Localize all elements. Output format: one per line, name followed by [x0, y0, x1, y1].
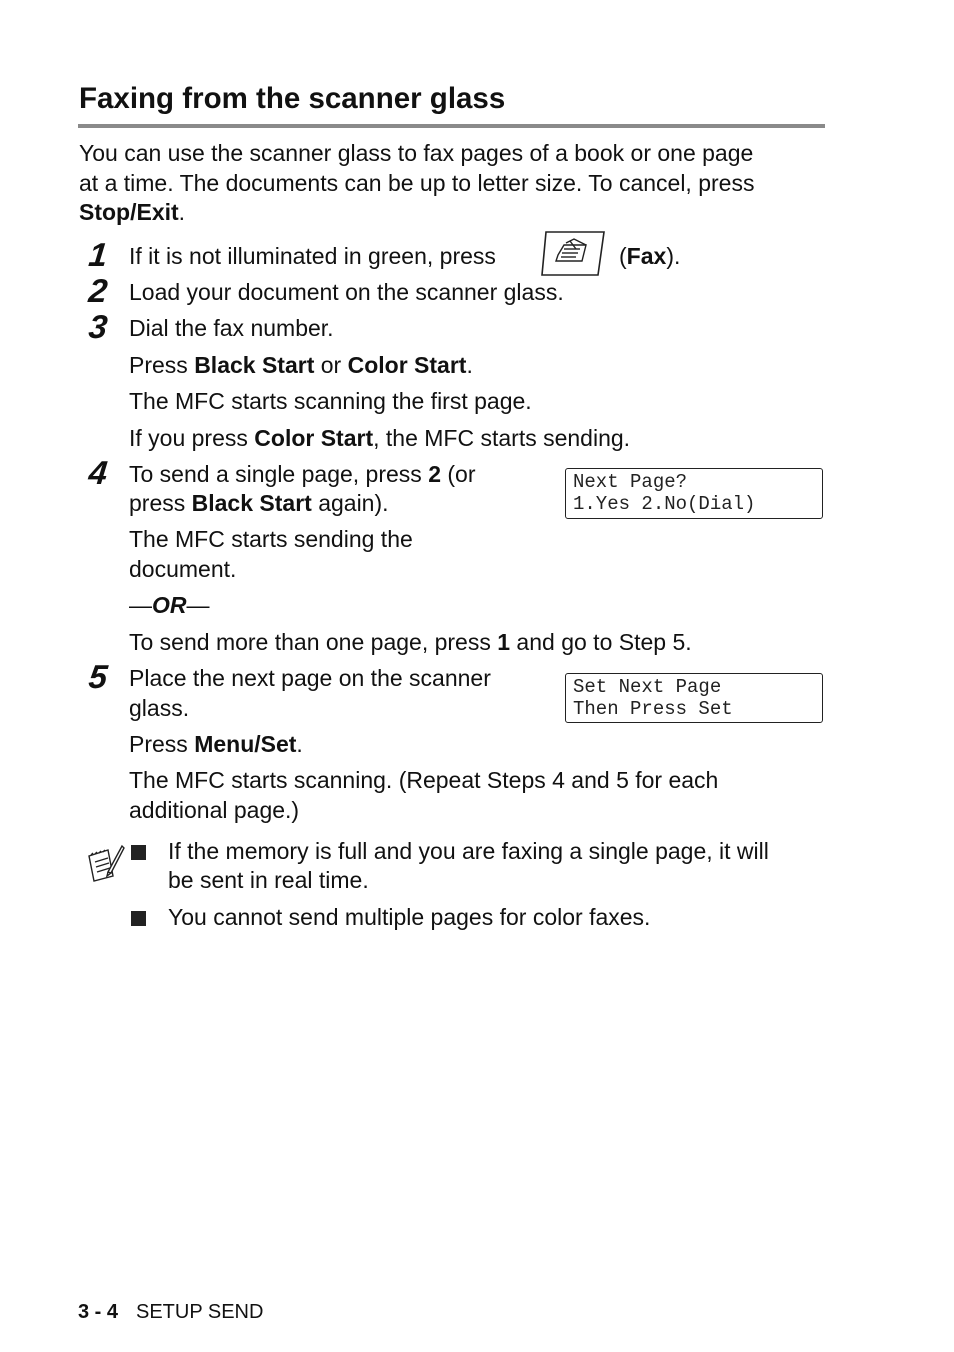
step-3-color-start [129, 424, 630, 454]
title-underline [78, 124, 825, 128]
step-2-text: Load your document on the scanner glass. [129, 279, 564, 305]
color-start-key: Color Start [347, 352, 467, 378]
fax-key-label [619, 242, 680, 272]
fax-key-icon [540, 229, 606, 277]
menu-set-key: Menu/Set [194, 731, 297, 757]
fax-key-name: Fax [626, 243, 667, 269]
step-4-line-1 [129, 460, 476, 490]
step-4-line-2 [129, 489, 389, 519]
paren-close: ). [666, 243, 681, 269]
lcd-line-1: Set Next Page [573, 676, 722, 698]
step-4-sending-2: document. [129, 556, 237, 582]
press-word: press [129, 490, 192, 516]
step-5-line-1: Place the next page on the scanner [129, 665, 491, 691]
step-4-more-pages [129, 628, 692, 658]
step-1-text: If it is not illuminated in green, press [129, 243, 496, 269]
step-5-line-2: glass. [129, 695, 190, 721]
starts-sending: , the MFC starts sending. [373, 425, 631, 451]
section-name: SETUP SEND [136, 1301, 264, 1323]
step-1-number: 1 [87, 236, 110, 273]
intro-line-1: You can use the scanner glass to fax pages of a book or one page [79, 140, 754, 166]
period: . [296, 731, 303, 757]
note-pencil-icon [86, 842, 126, 882]
step-3-text: Dial the fax number. [129, 315, 334, 341]
send-single: To send a single page, press [129, 461, 429, 487]
note-2: You cannot send multiple pages for color faxes. [168, 904, 651, 930]
or-word: or [314, 352, 348, 378]
note-1-line-2: be sent in real time. [168, 867, 369, 893]
press-word: Press [129, 731, 195, 757]
paren-open: ( [619, 243, 627, 269]
step-4-number: 4 [87, 454, 110, 491]
page-number: 3 - 4 [78, 1301, 119, 1323]
color-start-key: Color Start [254, 425, 374, 451]
page-title: Faxing from the scanner glass [79, 82, 506, 115]
key-2: 2 [428, 461, 441, 487]
stop-exit-key: Stop/Exit [79, 199, 179, 225]
lcd-line-2: Then Press Set [573, 698, 733, 720]
key-1: 1 [497, 629, 511, 655]
period: . [466, 352, 473, 378]
bullet-square-icon [131, 911, 146, 926]
dash: — [186, 592, 210, 618]
lcd-display-set-next-page [565, 673, 823, 723]
send-more: To send more than one page, press [129, 629, 498, 655]
black-start-key: Black Start [191, 490, 312, 516]
note-1-line-1: If the memory is full and you are faxing a single page, it will [168, 838, 769, 864]
lcd-line-1: Next Page? [573, 471, 688, 493]
step-5-press-menu [129, 730, 303, 760]
or-label: OR [152, 592, 187, 618]
intro-line-3 [79, 198, 185, 228]
intro-period: . [178, 199, 186, 225]
step-3-scan-first: The MFC starts scanning the first page. [129, 388, 532, 414]
if-you-press: If you press [129, 425, 255, 451]
go-to-step: and go to Step 5. [510, 629, 692, 655]
lcd-display-next-page [565, 468, 823, 519]
step-4-or [129, 591, 210, 621]
bullet-square-icon [131, 845, 146, 860]
lcd-line-2: 1.Yes 2.No(Dial) [573, 493, 756, 515]
press-word: Press [129, 352, 195, 378]
black-start-key: Black Start [194, 352, 315, 378]
step-3-press-start [129, 351, 473, 381]
step-5-repeat-1: The MFC starts scanning. (Repeat Steps 4 and 5 for each [129, 767, 719, 793]
or-text: (or [441, 461, 476, 487]
again-text: again). [311, 490, 389, 516]
step-2-number: 2 [87, 272, 110, 309]
step-4-sending-1: The MFC starts sending the [129, 526, 413, 552]
step-3-number: 3 [87, 308, 110, 345]
dash: — [129, 592, 152, 618]
step-5-number: 5 [87, 658, 110, 695]
intro-line-2: at a time. The documents can be up to letter size. To cancel, press [79, 170, 755, 196]
step-5-repeat-2: additional page.) [129, 797, 300, 823]
